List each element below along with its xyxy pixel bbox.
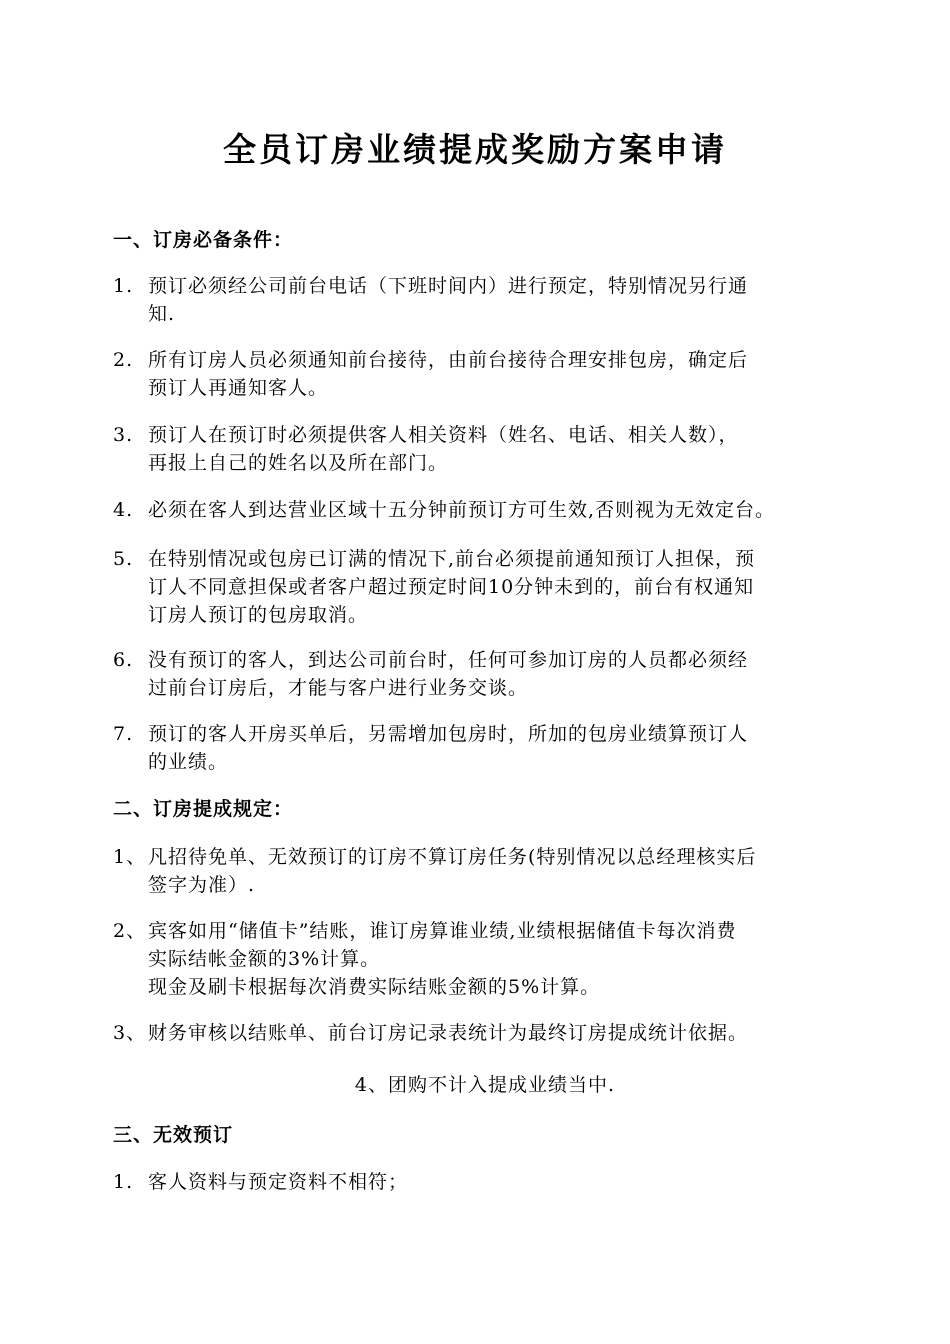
item-number: 2. — [113, 349, 134, 371]
item-number: 4. — [113, 499, 134, 521]
item-text: 没有预订的客人，到达公司前台时，任何可参加订房的人员都必须经 过前台订房后，才能与客户进行业务交谈。 — [148, 649, 749, 699]
item-text: 在特别情况或包房已订满的情况下,前台必须提前通知预订人担保，预 订人不同意担保或者客户超过预定时间10分钟未到的，前台有权通知 订房人预订的包房取消。 — [148, 548, 756, 626]
item-number: 3、 — [113, 1022, 147, 1044]
section-2-item-1 — [113, 843, 853, 899]
section-2-item-4: 4、团购不计入提成业绩当中. — [354, 1074, 616, 1096]
item-text: 必须在客人到达营业区域十五分钟前预订方可生效,否则视为无效定台。 — [148, 499, 776, 521]
section-2-item-2 — [113, 917, 853, 1001]
item-text: 凡招待免单、无效预订的订房不算订房任务(特别情况以总经理核实后 签字为准）. — [148, 846, 757, 896]
item-text: 预订必须经公司前台电话（下班时间内）进行预定，特别情况另行通 知. — [148, 275, 749, 325]
item-text: 宾客如用“储值卡”结账，谁订房算谁业绩,业绩根据储值卡每次消费 实际结帐金额的3%计算。 现金及刷卡根据每次消费实际结账金额的5%计算。 — [148, 920, 737, 998]
section-2-heading: 二、订房提成规定： — [113, 798, 294, 820]
item-number: 5. — [113, 548, 134, 570]
section-1-item-3 — [113, 421, 853, 477]
item-number: 6. — [113, 649, 134, 671]
document-title: 全员订房业绩提成奖励方案申请 — [223, 130, 727, 169]
item-number: 1. — [113, 1171, 134, 1193]
item-number: 2、 — [113, 920, 147, 942]
section-3-item-1 — [113, 1168, 853, 1196]
item-text: 所有订房人员必须通知前台接待，由前台接待合理安排包房，确定后 预订人再通知客人。 — [148, 349, 749, 399]
item-number: 3. — [113, 424, 134, 446]
item-number: 7. — [113, 723, 134, 745]
section-1-item-1 — [113, 272, 853, 328]
section-1-item-2 — [113, 346, 853, 402]
section-1-item-4 — [113, 496, 873, 524]
item-number: 1. — [113, 275, 134, 297]
section-1-item-6 — [113, 646, 853, 702]
item-text: 客人资料与预定资料不相符； — [148, 1171, 409, 1193]
section-2-item-3 — [113, 1019, 853, 1047]
section-1-heading: 一、订房必备条件： — [113, 229, 294, 251]
item-number: 1、 — [113, 846, 147, 868]
section-3-heading: 三、无效预订 — [113, 1124, 234, 1146]
item-text: 预订人在预订时必须提供客人相关资料（姓名、电话、相关人数）， 再报上自己的姓名以及所在部门。 — [148, 424, 739, 474]
section-1-item-5 — [113, 545, 853, 629]
item-text: 预订的客人开房买单后，另需增加包房时，所加的包房业绩算预订人 的业绩。 — [148, 723, 749, 773]
item-text: 财务审核以结账单、前台订房记录表统计为最终订房提成统计依据。 — [148, 1022, 749, 1044]
section-1-item-7 — [113, 720, 853, 776]
